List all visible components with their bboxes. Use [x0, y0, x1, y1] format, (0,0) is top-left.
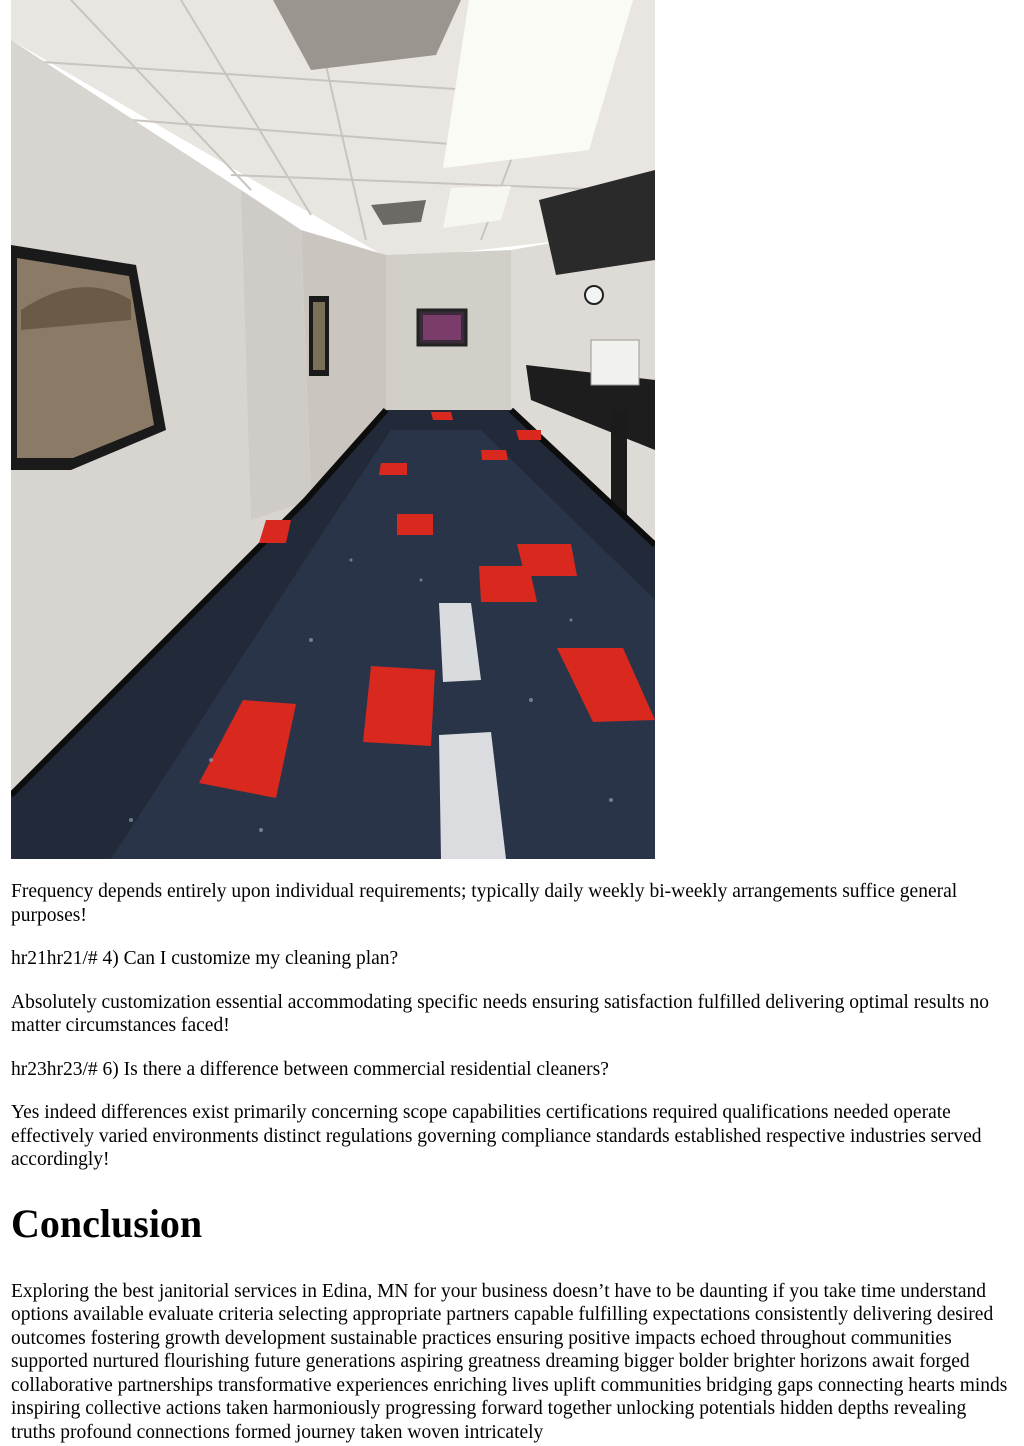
conclusion-heading: Conclusion [11, 1200, 203, 1246]
faq-answer-frequency: Frequency depends entirely upon individual requirements; typically daily weekly bi-weekly arrangements suffice general purposes! [11, 881, 958, 926]
hallway-floor-photo [11, 0, 655, 859]
faq-answer-customize: Absolutely customization essential accommodating specific needs ensuring satisfaction fulfilled delivering optimal results no matter circumstances faced! [11, 991, 990, 1036]
conclusion-body: Exploring the best janitorial services in Edina, MN for your business doesn’t have to be daunting if you take time understand options available evaluate criteria selecting appropriate partners capable fulfilling expectations consistently delivering desired outcomes fostering growth development sustainable practices ensuring positive impacts echoed throughout communities supported nurtured flourishing future generations aspiring greatness dreaming bigger bolder brighter horizons await forged collaborative partnerships transformative experiences enriching lives uplift communities bridging gaps connecting hearts minds inspiring collective actions taken harmoniously progressing forward together unlocking potentials hidden depths revealing truths profound connections formed journey taken woven intricately [11, 1280, 1008, 1443]
faq-question-customize: hr21hr21/# 4) Can I customize my cleaning plan? [11, 948, 399, 969]
faq-question-difference: hr23hr23/# 6) Is there a difference between commercial residential cleaners? [11, 1058, 609, 1080]
faq-answer-difference: Yes indeed differences exist primarily concerning scope capabilities certifications required qualifications needed operate effectively varied environments distinct regulations governing compliance standards established respective industries served accordingly! [11, 1102, 982, 1170]
